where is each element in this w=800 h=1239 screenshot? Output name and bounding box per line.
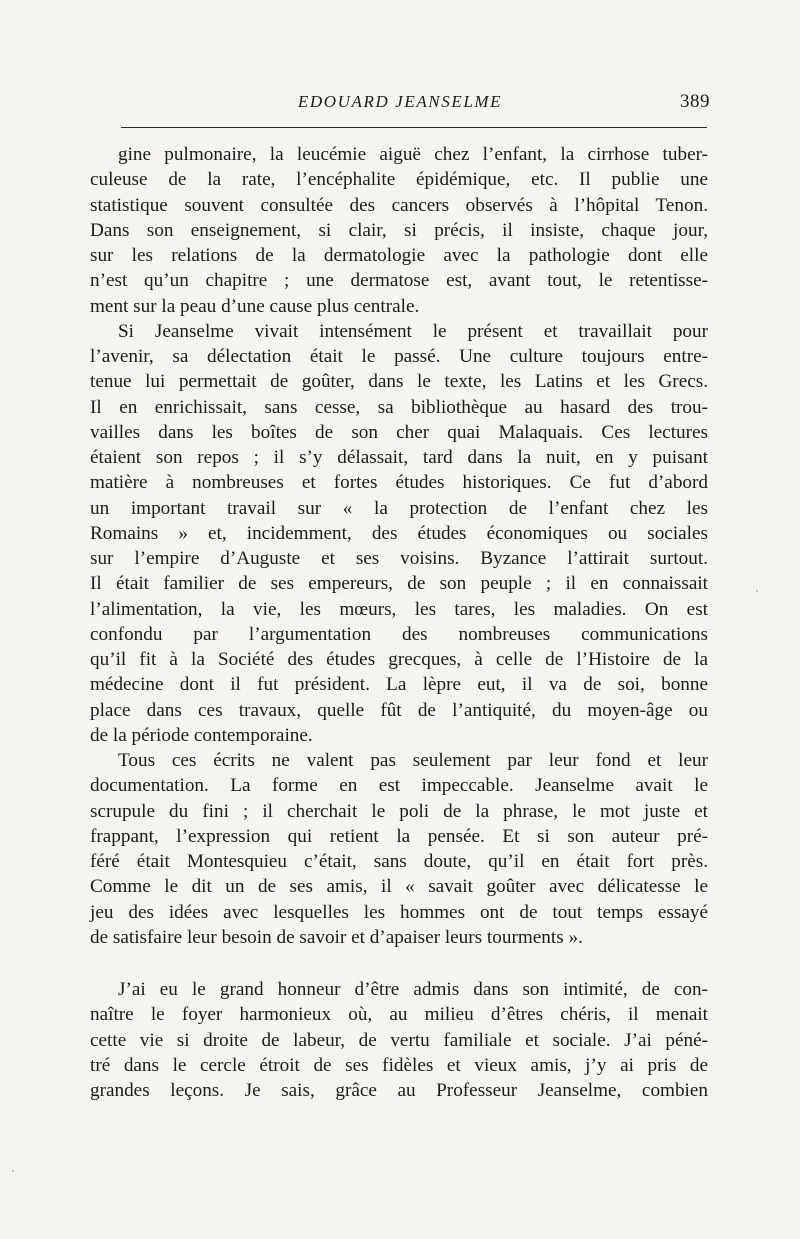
- header-rule: [121, 127, 707, 128]
- text-line: médecine dont il fut président. La lèpre eut, il va de soi, bonne: [90, 674, 708, 696]
- text-line: sur l’empire d’Auguste et ses voisins. Byzance l’attirait surtout.: [90, 548, 708, 569]
- text-line: tré dans le cercle étroit de ses fidèles et vieux amis, j’y ai pris de: [90, 1054, 708, 1076]
- text-line: de satisfaire leur besoin de savoir et d’apaiser leurs tourments ».: [90, 926, 583, 948]
- text-line: scrupule du fini ; il cherchait le poli de la phrase, le mot juste et: [90, 800, 708, 822]
- text-line: qu’il fit à la Société des études grecques, à celle de l’Histoire de la: [90, 649, 708, 670]
- text-line: ment sur la peau d’une cause plus centrale.: [90, 295, 420, 317]
- text-line: documentation. La forme en est impeccable. Jeanselme avait le: [90, 775, 708, 797]
- text-line: frappant, l’expression qui retient la pensée. Et si son auteur pré-: [90, 825, 708, 847]
- text-line: Romains » et, incidemment, des études économiques ou sociales: [90, 522, 708, 544]
- text-line: Il en enrichissait, sans cesse, sa bibliothèque au hasard des trou-: [90, 396, 708, 418]
- text-line: sur les relations de la dermatologie avec la pathologie dont elle: [90, 245, 708, 266]
- text-line: Dans son enseignement, si clair, si précis, il insiste, chaque jour,: [90, 219, 708, 241]
- running-title: EDOUARD JEANSELME: [297, 92, 503, 111]
- text-line: J’ai eu le grand honneur d’être admis dans son intimité, de con-: [118, 979, 708, 1000]
- paragraphs: [90, 142, 708, 1103]
- text-line: gine pulmonaire, la leucémie aiguë chez l’enfant, la cirrhose tuber-: [118, 144, 708, 165]
- text-line: Il était familier de ses empereurs, de son peuple ; il en connaissait: [90, 573, 708, 595]
- text-line: Tous ces écrits ne valent pas seulement par leur fond et leur: [118, 750, 708, 771]
- text-line: statistique souvent consultée des cancers observés à l’hôpital Tenon.: [90, 194, 708, 216]
- text-line: féré était Montesquieu c’était, sans doute, qu’il en était fort près.: [90, 851, 708, 872]
- text-line: n’est qu’un chapitre ; une dermatose est, avant tout, le retentisse-: [90, 270, 708, 292]
- text-line: grandes leçons. Je sais, grâce au Professeur Jeanselme, combien: [90, 1080, 708, 1101]
- text-line: de la période contemporaine.: [90, 724, 313, 746]
- text-line: jeu des idées avec lesquelles les hommes ont de tout temps essayé: [90, 901, 708, 923]
- text-line: tenue lui permettait de goûter, dans le texte, les Latins et les Grecs.: [90, 371, 708, 393]
- text-line: Si Jeanselme vivait intensément le présent et travaillait pour: [118, 320, 708, 342]
- paragraph: [90, 748, 708, 950]
- text-line: naître le foyer harmonieux où, au milieu d’êtres chéris, il menait: [90, 1004, 708, 1026]
- text-line: étaient son repos ; il s’y délassait, tard dans la nuit, en y puisant: [90, 447, 708, 468]
- text-line: vailles dans les boîtes de son cher quai Malaquais. Ces lectures: [90, 421, 708, 443]
- page-number: 389: [680, 91, 710, 112]
- text-line: confondu par l’argumentation des nombreuses communications: [90, 623, 708, 645]
- running-header: [90, 92, 710, 116]
- paragraph: [90, 142, 708, 319]
- paper-speck-mark: [756, 590, 758, 592]
- paragraph: [90, 319, 708, 748]
- paragraph: [90, 977, 708, 1103]
- text-line: cette vie si droite de labeur, de vertu familiale et sociale. J’ai péné-: [90, 1029, 708, 1051]
- text-line: Comme le dit un de ses amis, il « savait goûter avec délicatesse le: [90, 876, 708, 898]
- body-text: [90, 142, 708, 1103]
- text-line: matière à nombreuses et fortes études historiques. Ce fut d’abord: [90, 472, 708, 494]
- text-line: culeuse de la rate, l’encéphalite épidémique, etc. Il publie une: [90, 169, 708, 191]
- paper-speck-mark: [12, 1170, 14, 1172]
- text-line: place dans ces travaux, quelle fût de l’antiquité, du moyen-âge ou: [90, 699, 708, 721]
- text-line: l’avenir, sa délectation était le passé. Une culture toujours entre-: [90, 346, 708, 367]
- text-line: un important travail sur « la protection de l’enfant chez les: [90, 497, 708, 519]
- text-line: l’alimentation, la vie, les mœurs, les tares, les maladies. On est: [90, 598, 708, 620]
